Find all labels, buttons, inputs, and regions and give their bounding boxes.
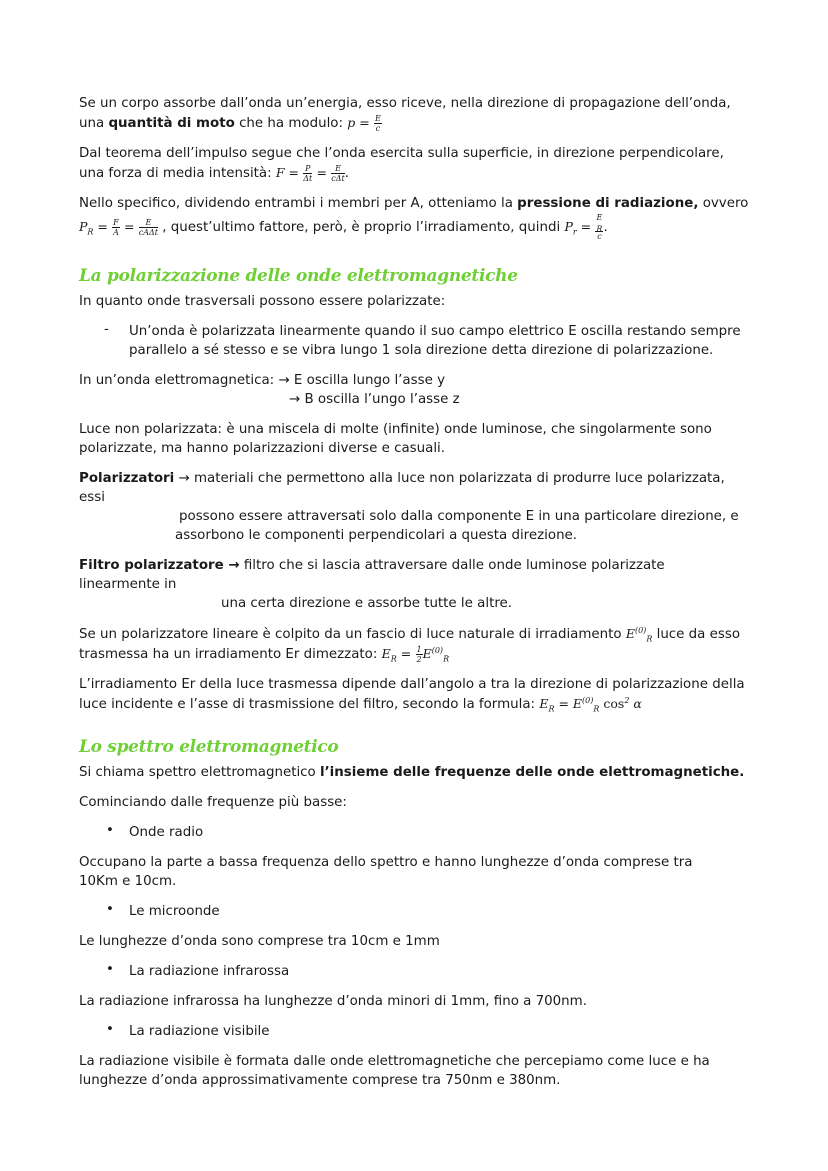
fraction-num: 1 <box>416 644 422 654</box>
text-line: L’irradiamento Er della luce trasmessa dipende dall’angolo a tra la direzione di polarizzazione della <box>79 677 745 692</box>
text-line: Se un corpo assorbe dall’onda un’energia, esso riceve, nella direzione di propagazione dell’onda, <box>79 96 731 111</box>
fraction <box>139 218 158 237</box>
text-line: assorbono le componenti perpendicolari a questa direzione. <box>175 528 578 543</box>
fraction-den: c <box>597 232 602 241</box>
paragraph-momentum <box>79 94 749 133</box>
fraction <box>112 218 120 237</box>
subscript: R <box>87 227 94 237</box>
bold-term: Filtro polarizzatore → <box>79 558 240 573</box>
bold-term: l’insieme delle frequenze delle onde elettromagnetiche. <box>320 765 745 780</box>
symbol: E <box>381 646 391 661</box>
formula-half <box>381 646 412 664</box>
text-span: Se un polarizzatore lineare è colpito da un fascio di luce naturale di irradiamento <box>79 627 626 642</box>
paragraph-visible <box>79 1052 749 1090</box>
subscript: R <box>548 704 555 714</box>
formula-er0 <box>625 625 653 644</box>
section-heading-polarization: La polarizzazione delle onde elettromagnetiche <box>79 266 518 286</box>
equals-sign: = <box>396 646 412 661</box>
bullet-marker: • <box>106 962 114 977</box>
symbol: E <box>572 696 583 711</box>
text-line <box>79 694 749 714</box>
text-span: luce da esso <box>652 627 741 642</box>
text-span: ovvero <box>698 196 749 211</box>
text-line <box>79 624 749 644</box>
text-line: una certa direzione e assorbe tutte le altre. <box>221 596 513 611</box>
fraction-den: Δt <box>303 173 313 183</box>
subscript: R <box>596 224 603 234</box>
paragraph-em-wave <box>79 371 749 409</box>
symbol: α <box>629 696 642 711</box>
text-span: una forza di media intensità: <box>79 166 276 181</box>
text-line: Le microonde <box>129 904 220 919</box>
text-line: Onde radio <box>129 825 204 840</box>
list-item <box>79 902 749 921</box>
text-line: La radiazione visibile <box>129 1024 270 1039</box>
fraction-den: c <box>375 123 381 133</box>
text-line: Occupano la parte a bassa frequenza dello spettro e hanno lunghezze d’onda comprese tra <box>79 855 693 870</box>
text-span: una <box>79 116 109 131</box>
formula-lhs: p = <box>347 115 370 130</box>
paragraph-unpolarized <box>79 420 749 458</box>
symbol: E <box>596 213 603 222</box>
fraction <box>303 164 312 183</box>
text-line: La radiazione infrarossa <box>129 964 290 979</box>
list-item <box>79 322 749 360</box>
fraction-den: 2 <box>416 654 422 664</box>
fraction-den: A <box>113 227 119 237</box>
text-line <box>79 644 749 664</box>
text-line: possono essere attraversati solo dalla componente E in una particolare direzione, e <box>179 509 739 524</box>
paragraph-radio <box>79 853 749 891</box>
bullet-marker: • <box>106 902 114 917</box>
cos-function: cos <box>599 696 625 711</box>
formula-lhs: F = <box>275 165 300 180</box>
equals-sign: = <box>93 219 108 234</box>
text-span: Si chiama spettro elettromagnetico <box>79 765 320 780</box>
section-heading-spectrum: Lo spettro elettromagnetico <box>79 737 339 757</box>
text-line: La radiazione infrarossa ha lunghezze d’onda minori di 1mm, fino a 700nm. <box>79 994 587 1009</box>
text-line <box>79 556 749 594</box>
text-line <box>79 113 749 133</box>
text-span: Nello specifico, dividendo entrambi i membri per A, otteniamo la <box>79 196 518 211</box>
fraction <box>374 114 382 133</box>
text-line: lunghezze d’onda approssimativamente comprese tra 750nm e 380nm. <box>79 1073 561 1088</box>
text-line: polarizzate, ma hanno polarizzazioni diverse e casuali. <box>79 441 446 456</box>
bold-term: quantità di moto <box>108 116 235 131</box>
equals-sign: = <box>316 165 328 180</box>
symbol: P <box>564 219 573 234</box>
dash-marker: - <box>104 322 109 337</box>
subscript: r <box>572 227 577 237</box>
formula-malus <box>539 695 642 714</box>
subscript: R <box>390 654 397 664</box>
text-span: che ha modulo: <box>234 116 348 131</box>
text-span: trasmessa ha un irradiamento Er dimezzato: <box>79 647 382 662</box>
fraction-num: E <box>139 218 158 228</box>
text-line <box>79 194 749 213</box>
fraction-den: cΔt <box>331 173 345 183</box>
text-line: Dal teorema dell’impulso segue che l’onda esercita sulla superficie, in direzione perpendicolare, <box>79 146 724 161</box>
text-line <box>79 469 749 507</box>
symbol: E <box>539 696 549 711</box>
superscript: 2 <box>624 695 630 705</box>
subscript: R <box>593 704 600 714</box>
text-span: luce incidente e l’asse di trasmissione del filtro, secondo la formula: <box>79 697 540 712</box>
text-line: Le lunghezze d’onda sono comprese tra 10cm e 1mm <box>79 934 440 949</box>
bullet-marker: • <box>106 823 114 838</box>
equals-sign: = <box>124 219 135 234</box>
list-item <box>79 823 749 842</box>
text-line: 10Km e 10cm. <box>79 874 177 889</box>
paragraph-pressure <box>79 194 749 241</box>
symbol: E <box>422 646 432 661</box>
fraction <box>331 164 344 183</box>
list-item <box>79 962 749 981</box>
subscript: R <box>443 654 450 664</box>
formula-pr2 <box>564 219 592 237</box>
fraction-num: E <box>331 164 344 174</box>
superscript: (0) <box>634 625 647 635</box>
fraction <box>416 645 423 664</box>
text-line: parallelo a sé stesso e se vibra lungo 1 sola direzione detta direzione di polarizzazione. <box>129 343 714 358</box>
equals-sign: = <box>554 696 573 711</box>
formula-rhs <box>422 645 450 664</box>
equals-sign: = <box>576 219 592 234</box>
text-span: → materiali che permettono alla luce non polarizzata di produrre luce polarizzata, essi <box>79 471 725 505</box>
paragraph-polarizers <box>79 469 749 545</box>
period: . <box>344 166 350 181</box>
text-line: Luce non polarizzata: è una miscela di molte (infinite) onde luminose, che singolarmente sono <box>79 422 712 437</box>
formula-pr <box>79 219 108 237</box>
paragraph-linear-polarizer <box>79 624 749 664</box>
text-line <box>79 763 749 782</box>
text-line <box>79 213 749 241</box>
period: . <box>603 220 608 235</box>
symbol: P <box>79 219 88 234</box>
text-line: Cominciando dalle frequenze più basse: <box>79 795 347 810</box>
symbol: E <box>625 626 635 641</box>
superscript: (0) <box>582 695 594 705</box>
document-page <box>79 94 749 1090</box>
paragraph-malus <box>79 675 749 714</box>
text-line: In un’onda elettromagnetica: → E oscilla lungo l’asse y <box>79 373 445 388</box>
fraction-num: F <box>113 217 119 227</box>
bold-term: Polarizzatori <box>79 471 175 486</box>
text-span: filtro che si lascia attraversare dalle onde luminose polarizzate linearmente in <box>79 558 665 592</box>
paragraph-filter <box>79 556 749 613</box>
fraction-num: E <box>375 113 381 123</box>
list-item <box>79 1022 749 1041</box>
text-line: In quanto onde trasversali possono essere polarizzate: <box>79 294 446 309</box>
superscript: (0) <box>431 645 444 655</box>
fraction-den: cAΔt <box>138 227 158 237</box>
fraction-num: P <box>305 163 311 173</box>
text-line: → B oscilla l’ungo l’asse z <box>289 392 460 407</box>
text-line <box>79 163 749 183</box>
text-line: Un’onda è polarizzata linearmente quando il suo campo elettrico E oscilla restando sempre <box>129 324 741 339</box>
text-line: La radiazione visibile è formata dalle onde elettromagnetiche che percepiamo come luce e ha <box>79 1054 710 1069</box>
paragraph-force <box>79 144 749 183</box>
bullet-marker: • <box>106 1022 114 1037</box>
text-span: , quest’ultimo fattore, però, è proprio l’irradiamento, quindi <box>158 220 565 235</box>
subscript: R <box>646 634 653 644</box>
bold-term: pressione di radiazione, <box>517 196 699 211</box>
